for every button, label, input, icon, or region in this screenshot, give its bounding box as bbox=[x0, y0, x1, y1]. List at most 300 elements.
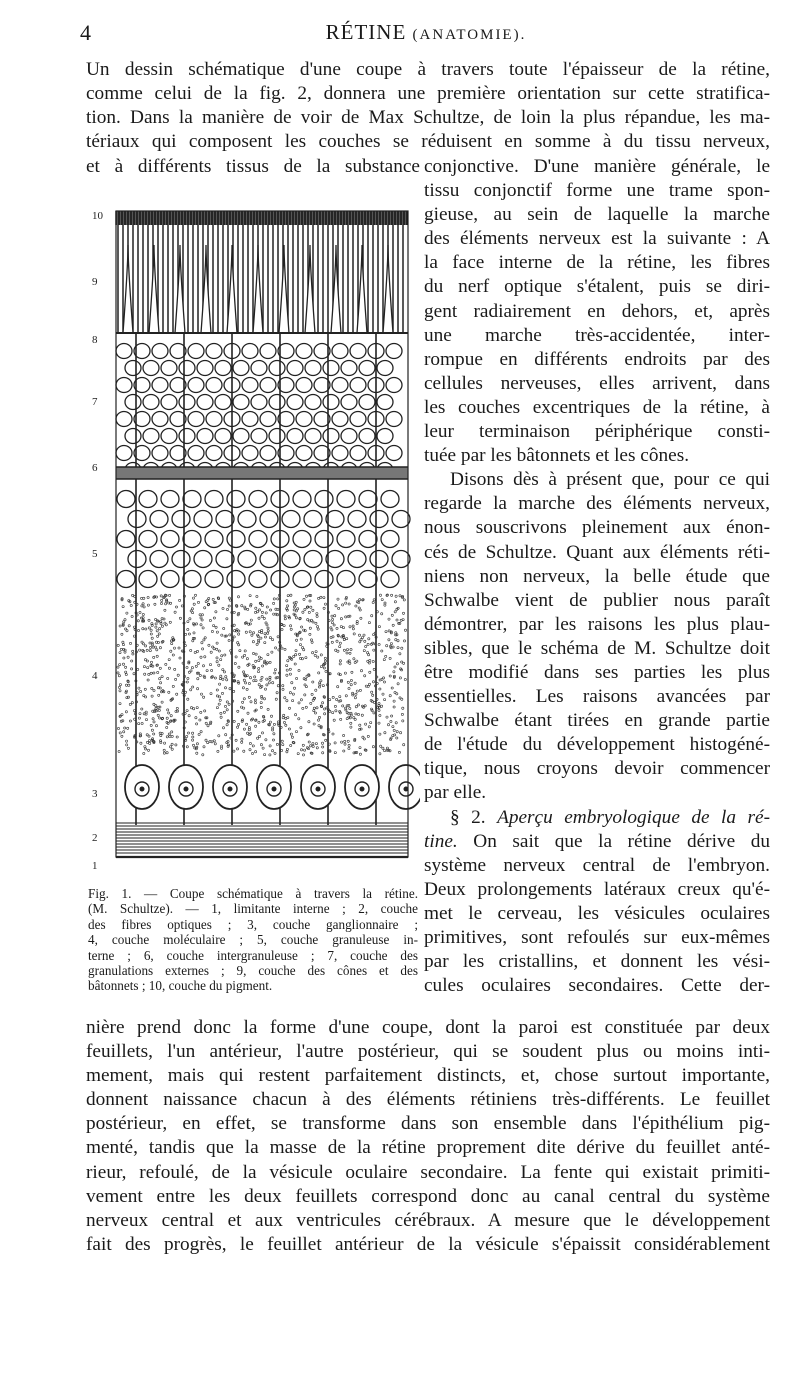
outer-granule bbox=[161, 395, 177, 410]
molecular-dot bbox=[159, 667, 161, 669]
molecular-dot bbox=[310, 639, 312, 641]
molecular-dot bbox=[118, 686, 120, 688]
inner-granule bbox=[260, 551, 278, 568]
molecular-dot bbox=[395, 639, 397, 641]
molecular-dot bbox=[299, 644, 301, 646]
molecular-dot bbox=[217, 750, 219, 752]
molecular-dot bbox=[389, 695, 391, 697]
molecular-dot bbox=[348, 744, 350, 746]
molecular-dot bbox=[242, 656, 244, 658]
molecular-dot bbox=[168, 659, 170, 661]
molecular-dot bbox=[311, 693, 313, 695]
outer-granule bbox=[242, 446, 258, 461]
molecular-dot bbox=[274, 672, 276, 674]
molecular-dot bbox=[127, 656, 129, 658]
outer-granule bbox=[359, 429, 375, 444]
running-head-paren: (ANATOMIE). bbox=[412, 27, 527, 43]
text-line: tuée par les bâtonnets et les cônes. bbox=[424, 445, 690, 467]
molecular-dot bbox=[153, 656, 155, 658]
molecular-dot bbox=[365, 723, 367, 725]
outer-granule bbox=[116, 344, 132, 359]
molecular-dot bbox=[255, 660, 257, 662]
molecular-dot bbox=[170, 715, 172, 717]
molecular-dot bbox=[166, 736, 168, 738]
molecular-dot bbox=[171, 643, 173, 645]
molecular-dot bbox=[361, 637, 363, 639]
molecular-dot bbox=[256, 643, 258, 645]
molecular-dot bbox=[310, 702, 312, 704]
molecular-dot bbox=[354, 682, 356, 684]
caption-line: des fibres optiques ; 3, couche ganglionnaire ; bbox=[88, 916, 418, 932]
molecular-dot bbox=[343, 734, 345, 736]
molecular-dot bbox=[202, 665, 204, 667]
outer-granule bbox=[152, 412, 168, 427]
molecular-dot bbox=[316, 613, 318, 615]
molecular-dot bbox=[255, 680, 257, 682]
molecular-dot bbox=[249, 677, 251, 679]
molecular-dot bbox=[304, 694, 306, 696]
molecular-dot bbox=[204, 607, 206, 609]
molecular-dot bbox=[175, 606, 177, 608]
molecular-dot bbox=[309, 633, 311, 635]
molecular-dot bbox=[295, 610, 297, 612]
outer-granule bbox=[287, 361, 303, 376]
molecular-dot bbox=[312, 609, 314, 611]
molecular-dot bbox=[349, 652, 351, 654]
molecular-dot bbox=[121, 714, 123, 716]
molecular-dot bbox=[239, 650, 241, 652]
molecular-dot bbox=[373, 668, 375, 670]
outer-granule bbox=[305, 395, 321, 410]
molecular-dot bbox=[161, 599, 163, 601]
outer-granule bbox=[305, 429, 321, 444]
molecular-dot bbox=[178, 647, 180, 649]
molecular-dot bbox=[166, 752, 168, 754]
molecular-dot bbox=[330, 627, 332, 629]
molecular-dot bbox=[202, 648, 204, 650]
molecular-dot bbox=[266, 678, 268, 680]
molecular-dot bbox=[323, 607, 325, 609]
molecular-dot bbox=[350, 679, 352, 681]
caption-line: (M. Schultze). — 1, limitante interne ; 2, couche bbox=[88, 901, 418, 917]
molecular-dot bbox=[340, 718, 342, 720]
molecular-dot bbox=[258, 684, 260, 686]
molecular-dot bbox=[117, 666, 119, 668]
molecular-dot bbox=[265, 612, 267, 614]
outer-granule bbox=[386, 344, 402, 359]
molecular-dot bbox=[210, 693, 212, 695]
molecular-dot bbox=[302, 754, 304, 756]
outer-granule bbox=[152, 378, 168, 393]
molecular-dot bbox=[290, 733, 292, 735]
molecular-dot bbox=[271, 750, 273, 752]
molecular-dot bbox=[150, 672, 152, 674]
molecular-dot bbox=[260, 657, 262, 659]
molecular-dot bbox=[169, 594, 171, 596]
molecular-dot bbox=[165, 663, 167, 665]
ganglion-nucleolus bbox=[272, 787, 277, 792]
molecular-dot bbox=[283, 625, 285, 627]
molecular-dot bbox=[394, 666, 396, 668]
outer-granule bbox=[242, 344, 258, 359]
molecular-dot bbox=[212, 646, 214, 648]
molecular-dot bbox=[240, 706, 242, 708]
molecular-dot bbox=[142, 603, 144, 605]
molecular-dot bbox=[169, 735, 171, 737]
molecular-dot bbox=[331, 615, 333, 617]
molecular-dot bbox=[238, 723, 240, 725]
inner-granule bbox=[293, 491, 311, 508]
molecular-dot bbox=[274, 752, 276, 754]
molecular-dot bbox=[393, 706, 395, 708]
molecular-dot bbox=[341, 741, 343, 743]
molecular-dot bbox=[277, 598, 279, 600]
molecular-dot bbox=[168, 691, 170, 693]
molecular-dot bbox=[360, 617, 362, 619]
molecular-dot bbox=[297, 753, 299, 755]
molecular-dot bbox=[242, 701, 244, 703]
molecular-dot bbox=[147, 679, 149, 681]
molecular-dot bbox=[197, 678, 199, 680]
molecular-dot bbox=[146, 741, 148, 743]
molecular-dot bbox=[270, 715, 272, 717]
inner-granule bbox=[205, 491, 223, 508]
molecular-dot bbox=[363, 634, 365, 636]
molecular-dot bbox=[260, 744, 262, 746]
molecular-dot bbox=[150, 633, 152, 635]
running-head-main: RÉTINE bbox=[325, 20, 407, 44]
molecular-dot bbox=[338, 607, 340, 609]
molecular-dot bbox=[312, 621, 314, 623]
molecular-dot bbox=[226, 679, 228, 681]
molecular-dot bbox=[159, 647, 161, 649]
molecular-dot bbox=[128, 625, 130, 627]
molecular-dot bbox=[284, 648, 286, 650]
molecular-dot bbox=[150, 661, 152, 663]
molecular-dot bbox=[166, 717, 168, 719]
inner-granule bbox=[282, 511, 300, 528]
molecular-dot bbox=[149, 742, 151, 744]
molecular-dot bbox=[159, 717, 161, 719]
molecular-dot bbox=[269, 754, 271, 756]
molecular-dot bbox=[233, 690, 235, 692]
molecular-dot bbox=[271, 651, 273, 653]
molecular-dot bbox=[187, 628, 189, 630]
molecular-dot bbox=[289, 668, 291, 670]
molecular-dot bbox=[399, 595, 401, 597]
outer-granule bbox=[350, 446, 366, 461]
outer-granule bbox=[386, 412, 402, 427]
inner-granule bbox=[337, 491, 355, 508]
inner-granule bbox=[315, 571, 333, 588]
outer-granule bbox=[197, 429, 213, 444]
outer-granule bbox=[323, 429, 339, 444]
molecular-dot bbox=[126, 740, 128, 742]
molecular-dot bbox=[209, 664, 211, 666]
molecular-dot bbox=[235, 656, 237, 658]
molecular-dot bbox=[205, 739, 207, 741]
molecular-dot bbox=[263, 662, 265, 664]
molecular-dot bbox=[168, 667, 170, 669]
molecular-dot bbox=[226, 709, 228, 711]
molecular-dot bbox=[133, 635, 135, 637]
molecular-dot bbox=[353, 717, 355, 719]
molecular-dot bbox=[138, 687, 140, 689]
molecular-dot bbox=[201, 614, 203, 616]
molecular-dot bbox=[132, 594, 134, 596]
molecular-dot bbox=[384, 699, 386, 701]
inner-granule bbox=[304, 551, 322, 568]
molecular-dot bbox=[250, 603, 252, 605]
molecular-dot bbox=[403, 744, 405, 746]
molecular-dot bbox=[313, 707, 315, 709]
molecular-dot bbox=[145, 628, 147, 630]
outer-granule bbox=[179, 361, 195, 376]
outer-granule bbox=[251, 395, 267, 410]
layer-label: 2 bbox=[92, 832, 98, 844]
molecular-dot bbox=[195, 717, 197, 719]
molecular-dot bbox=[342, 627, 344, 629]
molecular-dot bbox=[352, 625, 354, 627]
inner-granule bbox=[348, 511, 366, 528]
molecular-dot bbox=[277, 685, 279, 687]
molecular-dot bbox=[344, 743, 346, 745]
molecular-dot bbox=[233, 674, 235, 676]
molecular-dot bbox=[377, 707, 379, 709]
molecular-dot bbox=[192, 739, 194, 741]
molecular-dot bbox=[250, 701, 252, 703]
molecular-dot bbox=[281, 740, 283, 742]
outer-granule bbox=[233, 395, 249, 410]
molecular-dot bbox=[340, 618, 342, 620]
molecular-dot bbox=[367, 643, 369, 645]
molecular-dot bbox=[167, 709, 169, 711]
molecular-dot bbox=[318, 716, 320, 718]
molecular-dot bbox=[235, 739, 237, 741]
molecular-dot bbox=[348, 687, 350, 689]
page-header bbox=[80, 20, 772, 52]
outer-granule bbox=[305, 361, 321, 376]
molecular-dot bbox=[359, 689, 361, 691]
outer-granule bbox=[341, 361, 357, 376]
outer-granule bbox=[215, 429, 231, 444]
molecular-dot bbox=[164, 742, 166, 744]
inner-granule bbox=[381, 531, 399, 548]
molecular-dot bbox=[179, 617, 181, 619]
molecular-dot bbox=[318, 725, 320, 727]
molecular-dot bbox=[269, 637, 271, 639]
molecular-dot bbox=[399, 697, 401, 699]
molecular-dot bbox=[147, 749, 149, 751]
molecular-dot bbox=[263, 698, 265, 700]
molecular-dot bbox=[275, 698, 277, 700]
retina-figure bbox=[86, 205, 420, 880]
molecular-dot bbox=[260, 679, 262, 681]
molecular-dot bbox=[187, 732, 189, 734]
molecular-dot bbox=[272, 639, 274, 641]
molecular-dot bbox=[337, 686, 339, 688]
molecular-dot bbox=[223, 711, 225, 713]
outer-granule bbox=[152, 446, 168, 461]
molecular-dot bbox=[164, 609, 166, 611]
molecular-dot bbox=[361, 714, 363, 716]
molecular-dot bbox=[325, 670, 327, 672]
molecular-dot bbox=[404, 678, 406, 680]
molecular-dot bbox=[218, 703, 220, 705]
outer-granule bbox=[260, 412, 276, 427]
molecular-dot bbox=[396, 731, 398, 733]
molecular-dot bbox=[365, 645, 367, 647]
molecular-dot bbox=[131, 668, 133, 670]
molecular-dot bbox=[165, 603, 167, 605]
molecular-dot bbox=[261, 615, 263, 617]
outer-granule bbox=[296, 344, 312, 359]
molecular-dot bbox=[258, 721, 260, 723]
molecular-dot bbox=[286, 600, 288, 602]
molecular-dot bbox=[368, 726, 370, 728]
molecular-dot bbox=[233, 636, 235, 638]
molecular-dot bbox=[144, 659, 146, 661]
molecular-dot bbox=[193, 603, 195, 605]
molecular-dot bbox=[317, 626, 319, 628]
molecular-dot bbox=[122, 606, 124, 608]
molecular-dot bbox=[286, 748, 288, 750]
molecular-dot bbox=[331, 641, 333, 643]
inner-granule bbox=[238, 551, 256, 568]
molecular-dot bbox=[241, 738, 243, 740]
molecular-dot bbox=[243, 679, 245, 681]
molecular-dot bbox=[266, 684, 268, 686]
molecular-dot bbox=[214, 677, 216, 679]
molecular-dot bbox=[309, 627, 311, 629]
molecular-dot bbox=[264, 688, 266, 690]
molecular-dot bbox=[364, 675, 366, 677]
molecular-dot bbox=[244, 650, 246, 652]
molecular-dot bbox=[295, 731, 297, 733]
inner-granule bbox=[293, 571, 311, 588]
text-line: met le cerveau, les vésicules oculaires bbox=[424, 902, 770, 924]
molecular-dot bbox=[277, 636, 279, 638]
molecular-dot bbox=[160, 595, 162, 597]
inner-granule bbox=[161, 531, 179, 548]
molecular-dot bbox=[158, 709, 160, 711]
molecular-dot bbox=[262, 747, 264, 749]
molecular-dot bbox=[256, 595, 258, 597]
inner-granule bbox=[172, 551, 190, 568]
molecular-dot bbox=[196, 707, 198, 709]
text-line: fait des progrès, le feuillet antérieur de la vésicule s'épaissit considérablement bbox=[86, 1233, 770, 1255]
inner-granule bbox=[293, 531, 311, 548]
molecular-dot bbox=[246, 658, 248, 660]
molecular-dot bbox=[353, 658, 355, 660]
molecular-dot bbox=[339, 642, 341, 644]
outer-granule bbox=[269, 429, 285, 444]
molecular-dot bbox=[161, 625, 163, 627]
molecular-dot bbox=[154, 646, 156, 648]
molecular-dot bbox=[133, 673, 135, 675]
molecular-dot bbox=[323, 597, 325, 599]
molecular-dot bbox=[258, 660, 260, 662]
section-text: On sait que la rétine dérive du bbox=[473, 830, 770, 852]
molecular-dot bbox=[372, 694, 374, 696]
molecular-dot bbox=[298, 718, 300, 720]
inner-granule bbox=[128, 551, 146, 568]
molecular-dot bbox=[284, 697, 286, 699]
molecular-dot bbox=[373, 649, 375, 651]
molecular-dot bbox=[144, 688, 146, 690]
molecular-dot bbox=[339, 660, 341, 662]
molecular-dot bbox=[223, 671, 225, 673]
molecular-dot bbox=[175, 744, 177, 746]
text-line: du nerf optique s'étalent, puis se diri- bbox=[424, 276, 770, 298]
text-line: rompue en différents endroits par des bbox=[424, 348, 770, 370]
molecular-dot bbox=[158, 694, 160, 696]
molecular-dot bbox=[197, 601, 199, 603]
molecular-dot bbox=[281, 628, 283, 630]
molecular-dot bbox=[302, 647, 304, 649]
figure-caption bbox=[88, 886, 418, 994]
inner-granule bbox=[381, 571, 399, 588]
molecular-dot bbox=[211, 669, 213, 671]
text-line: tique, nous croyons devoir commencer bbox=[424, 758, 770, 780]
molecular-dot bbox=[401, 647, 403, 649]
outer-granule bbox=[341, 395, 357, 410]
molecular-dot bbox=[260, 706, 262, 708]
molecular-dot bbox=[153, 721, 155, 723]
molecular-dot bbox=[308, 611, 310, 613]
molecular-dot bbox=[349, 707, 351, 709]
molecular-dot bbox=[259, 735, 261, 737]
molecular-dot bbox=[300, 699, 302, 701]
molecular-dot bbox=[334, 615, 336, 617]
molecular-dot bbox=[186, 666, 188, 668]
molecular-dot bbox=[318, 597, 320, 599]
molecular-dot bbox=[207, 742, 209, 744]
outer-granule bbox=[188, 378, 204, 393]
molecular-dot bbox=[192, 640, 194, 642]
molecular-dot bbox=[324, 657, 326, 659]
outer-granule bbox=[332, 446, 348, 461]
molecular-dot bbox=[119, 664, 121, 666]
molecular-dot bbox=[248, 696, 250, 698]
molecular-dot bbox=[283, 721, 285, 723]
molecular-dot bbox=[299, 653, 301, 655]
molecular-dot bbox=[123, 731, 125, 733]
outer-granule bbox=[116, 378, 132, 393]
text-line: une marche très-accidentée, inter- bbox=[424, 324, 770, 346]
outer-granule bbox=[332, 412, 348, 427]
molecular-dot bbox=[125, 711, 127, 713]
running-head bbox=[80, 20, 772, 45]
inner-granule bbox=[359, 571, 377, 588]
molecular-dot bbox=[293, 687, 295, 689]
inner-granule bbox=[227, 491, 245, 508]
molecular-dot bbox=[220, 712, 222, 714]
outer-granule bbox=[242, 378, 258, 393]
molecular-dot bbox=[403, 599, 405, 601]
molecular-dot bbox=[396, 693, 398, 695]
molecular-dot bbox=[357, 704, 359, 706]
molecular-dot bbox=[155, 623, 157, 625]
molecular-dot bbox=[221, 634, 223, 636]
molecular-dot bbox=[402, 612, 404, 614]
molecular-dot bbox=[127, 727, 129, 729]
molecular-dot bbox=[206, 670, 208, 672]
molecular-dot bbox=[126, 630, 128, 632]
molecular-dot bbox=[213, 740, 215, 742]
molecular-dot bbox=[350, 726, 352, 728]
molecular-dot bbox=[171, 731, 173, 733]
